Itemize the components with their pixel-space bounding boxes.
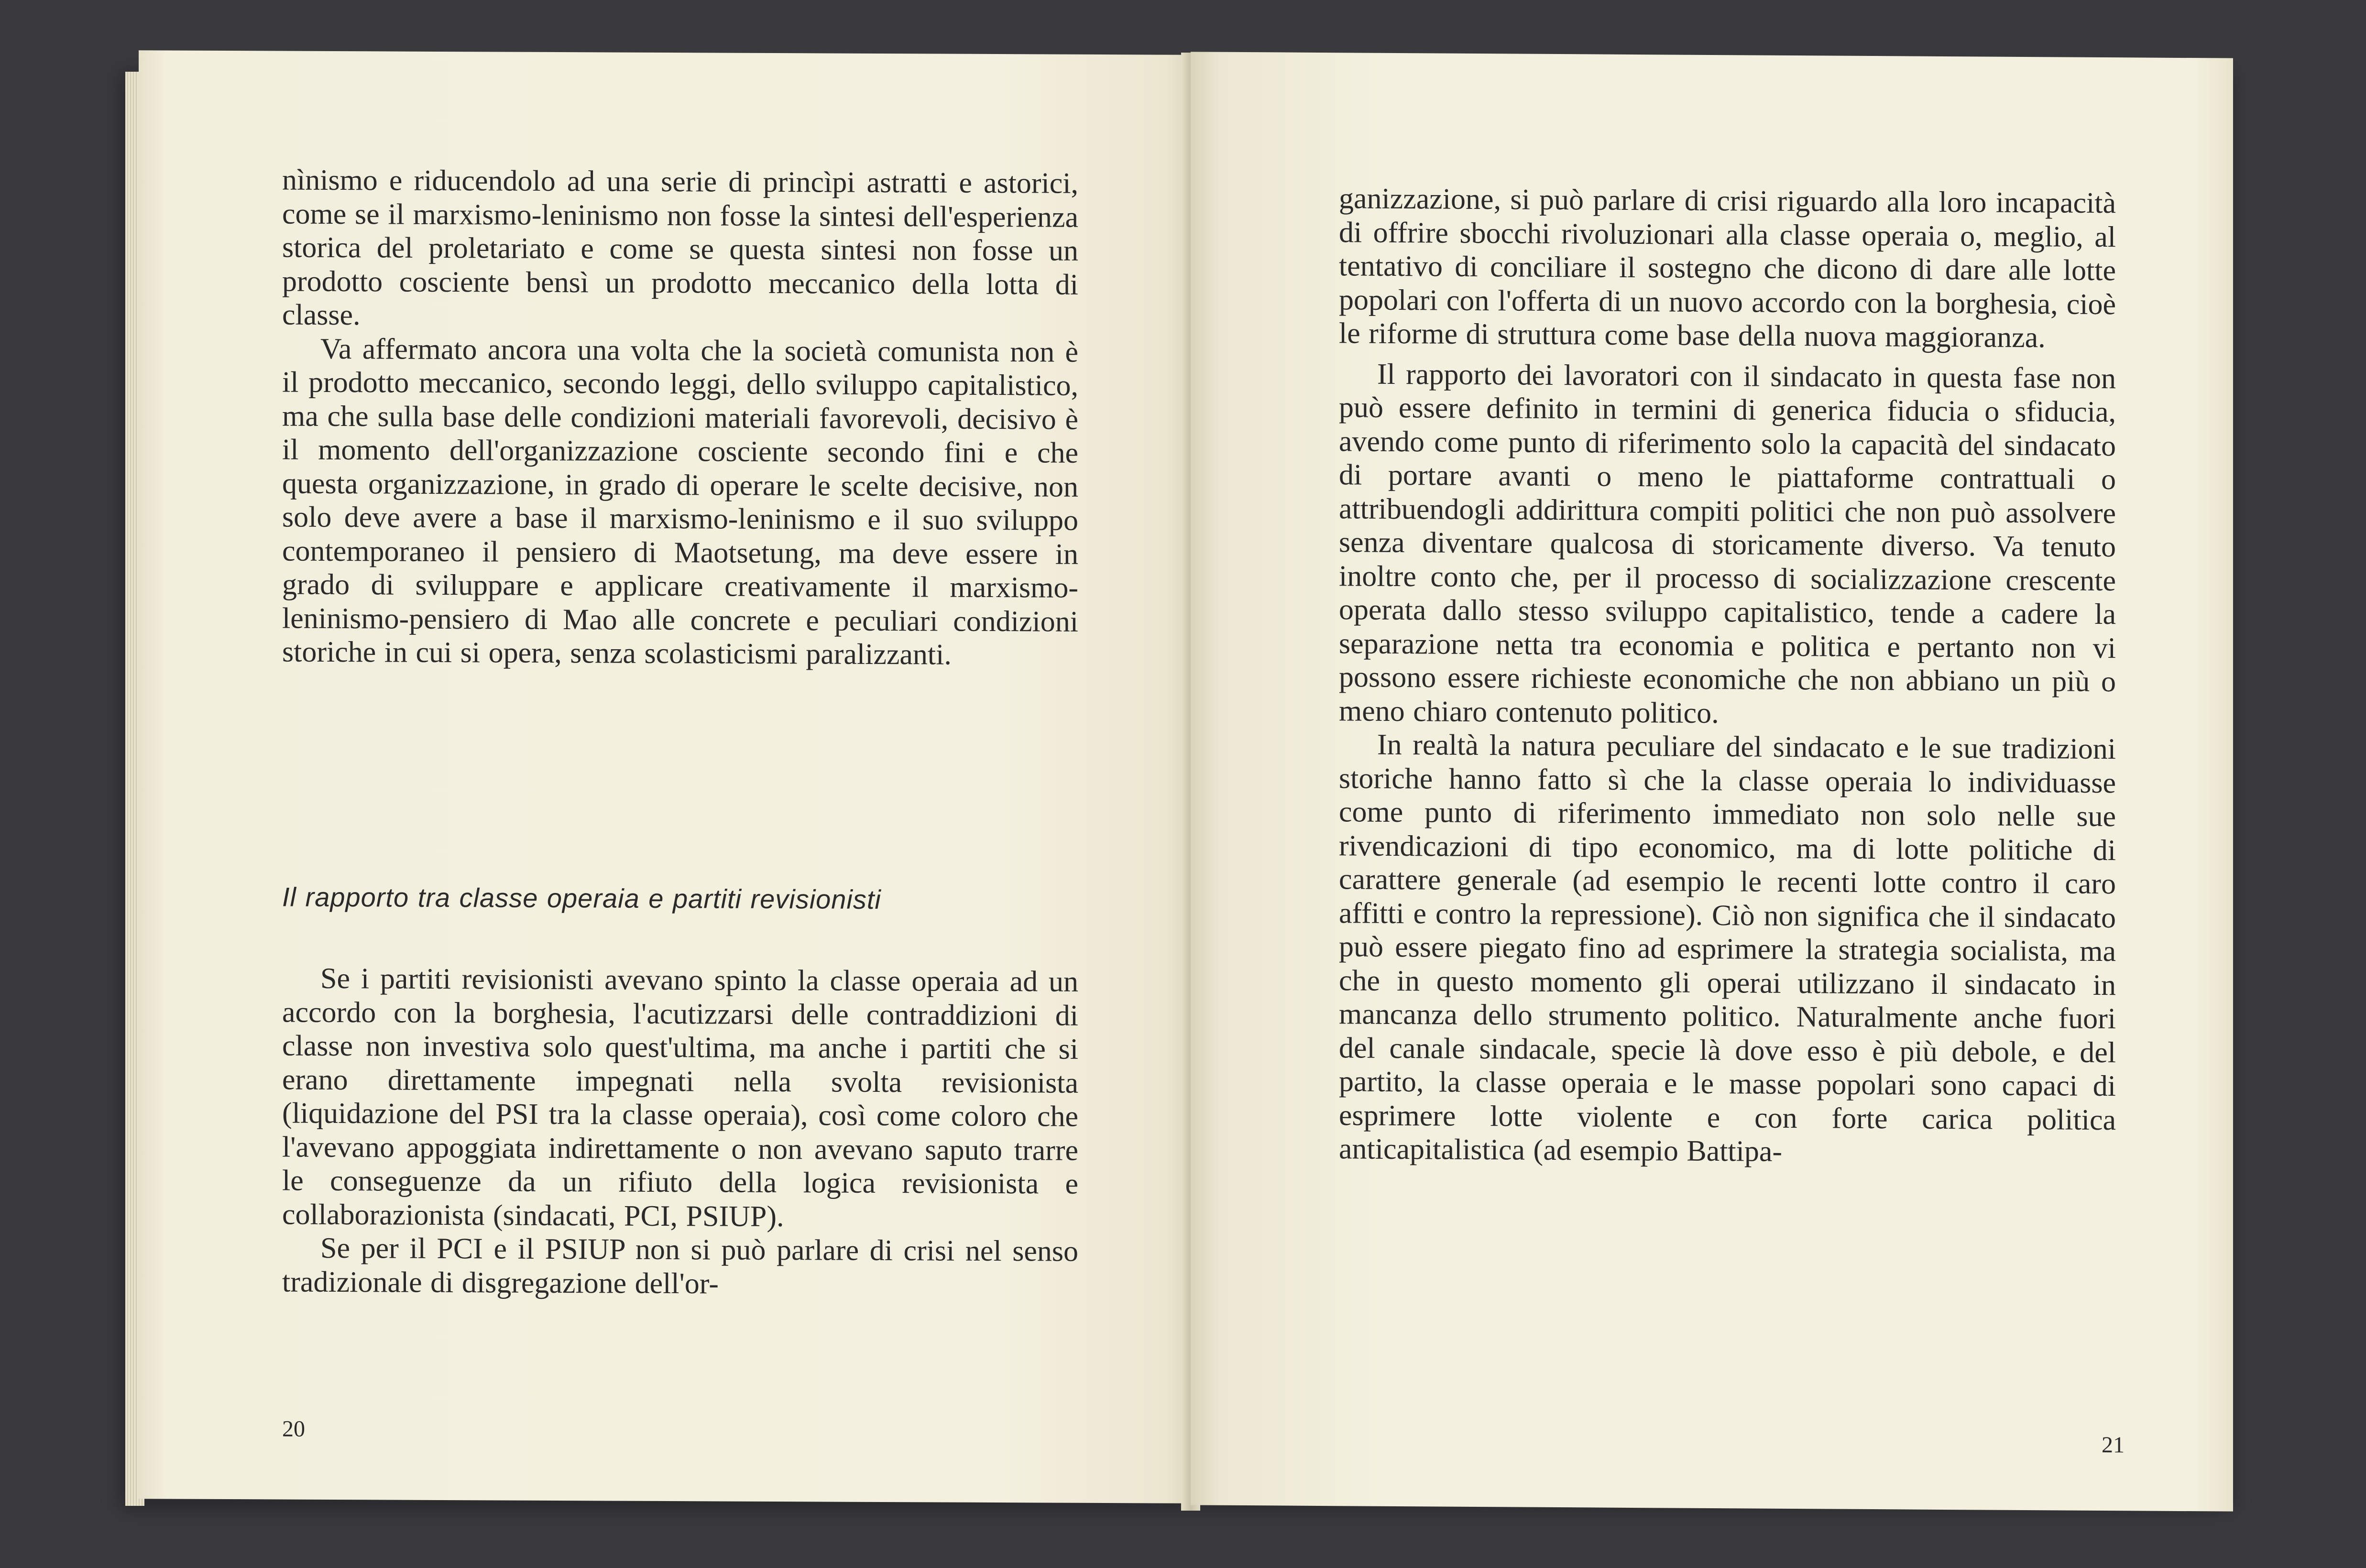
left-paragraph-1: nìnismo e riducendolo ad una serie di princìpi astratti e astorici, come se il marxismo-leninismo non fosse la sintesi dell'esperienza storica del proletariato e come se questa sintesi non fosse un prodotto cosciente bensì un prodotto meccanico della lotta di classe.: [282, 163, 1078, 332]
right-paragraph-1: ganizzazione, si può parlare di crisi riguardo alla loro incapacità di offrire sbocchi rivoluzionari alla classe operaia o, meglio, al tentativo di conciliare il sostegno che dicono di dare alle lotte popolari con l'offerta di un nuovo accordo con la borghesia, cioè le riforme di struttura come base della nuova maggioranza.: [1339, 182, 2116, 354]
right-page: [1191, 52, 2233, 1511]
left-paragraph-2: Va affermato ancora una volta che la società comunista non è il prodotto meccanico, secondo leggi, dello sviluppo capitalistico, ma che sulla base delle condizioni materiali favorevoli, decisivo è il momento dell'organizzazione cosciente secondo fini e che questa organizzazione, in grado di operare le scelte decisive, non solo deve avere a base il marxismo-leninismo e il suo sviluppo contemporaneo il pensiero di Maotsetung, ma deve essere in grado di sviluppare e applicare creativamente il marxismo-leninismo-pensiero di Mao alle concrete e peculiari condizioni storiche in cui si opera, senza scolasticismi paralizzanti.: [282, 332, 1078, 671]
left-page-text: [282, 163, 1078, 673]
left-paragraph-4: Se per il PCI e il PSIUP non si può parlare di crisi nel senso tradizionale di disgregazione dell'or-: [282, 1231, 1078, 1300]
section-heading-block: [282, 881, 1078, 918]
right-paragraph-2: Il rapporto dei lavoratori con il sindacato in questa fase non può essere definito in termini di generica fiducia o sfiducia, avendo come punto di riferimento solo la capacità del sindacato di portare avanti o meno le piattaforme contrattuali o attribuendogli addirittura compiti politici che non può assolvere senza diventare qualcosa di storicamente diverso. Va tenuto inoltre conto che, per il processo di socializzazione crescente operata dallo stesso sviluppo capitalistico, tende a cadere la separazione netta tra economia e politica e pertanto non vi possono essere richieste economiche che non abbiano un più o meno chiaro contenuto politico.: [1339, 358, 2116, 730]
right-paragraph-3: In realtà la natura peculiare del sindacato e le sue tradizioni storiche hanno fatto sì che la classe operaia lo individuasse come punto di riferimento immediato non solo nelle sue rivendicazioni di tipo economico, ma di lotte politiche di carattere generale (ad esempio le recenti lotte contro il caro affitti e contro la repressione). Ciò non significa che il sindacato può essere piegato fino ad esprimere la strategia socialista, ma che in questo momento gli operai utilizzano il sindacato in mancanza dello strumento politico. Naturalmente anche fuori del canale sindacale, specie là dove esso è più debole, e del partito, la classe operaia e le masse popolari sono capaci di esprimere lotte violente e con forte carica politica anticapitalistica (ad esempio Battipa-: [1339, 728, 2116, 1168]
left-page-text-after: [282, 962, 1078, 1302]
page-number-left: 20: [282, 1416, 305, 1442]
page-number-right: 21: [2102, 1432, 2125, 1458]
left-paragraph-3: Se i partiti revisionisti avevano spinto la classe operaia ad un accordo con la borghesia, l'acutizzarsi delle contraddizioni di classe non investiva solo quest'ultima, ma anche i partiti che si erano direttamente impegnati nella svolta revisionista (liquidazione del PSI tra la classe operaia), così come coloro che l'avevano appoggiata indirettamente o non avevano saputo trarre le conseguenze da un rifiuto della logica revisionista e collaborazionista (sindacati, PCI, PSIUP).: [282, 962, 1078, 1233]
left-page: [139, 50, 1191, 1503]
section-heading: Il rapporto tra classe operaia e partiti revisionisti: [282, 882, 881, 915]
right-page-text: [1339, 182, 2116, 1170]
